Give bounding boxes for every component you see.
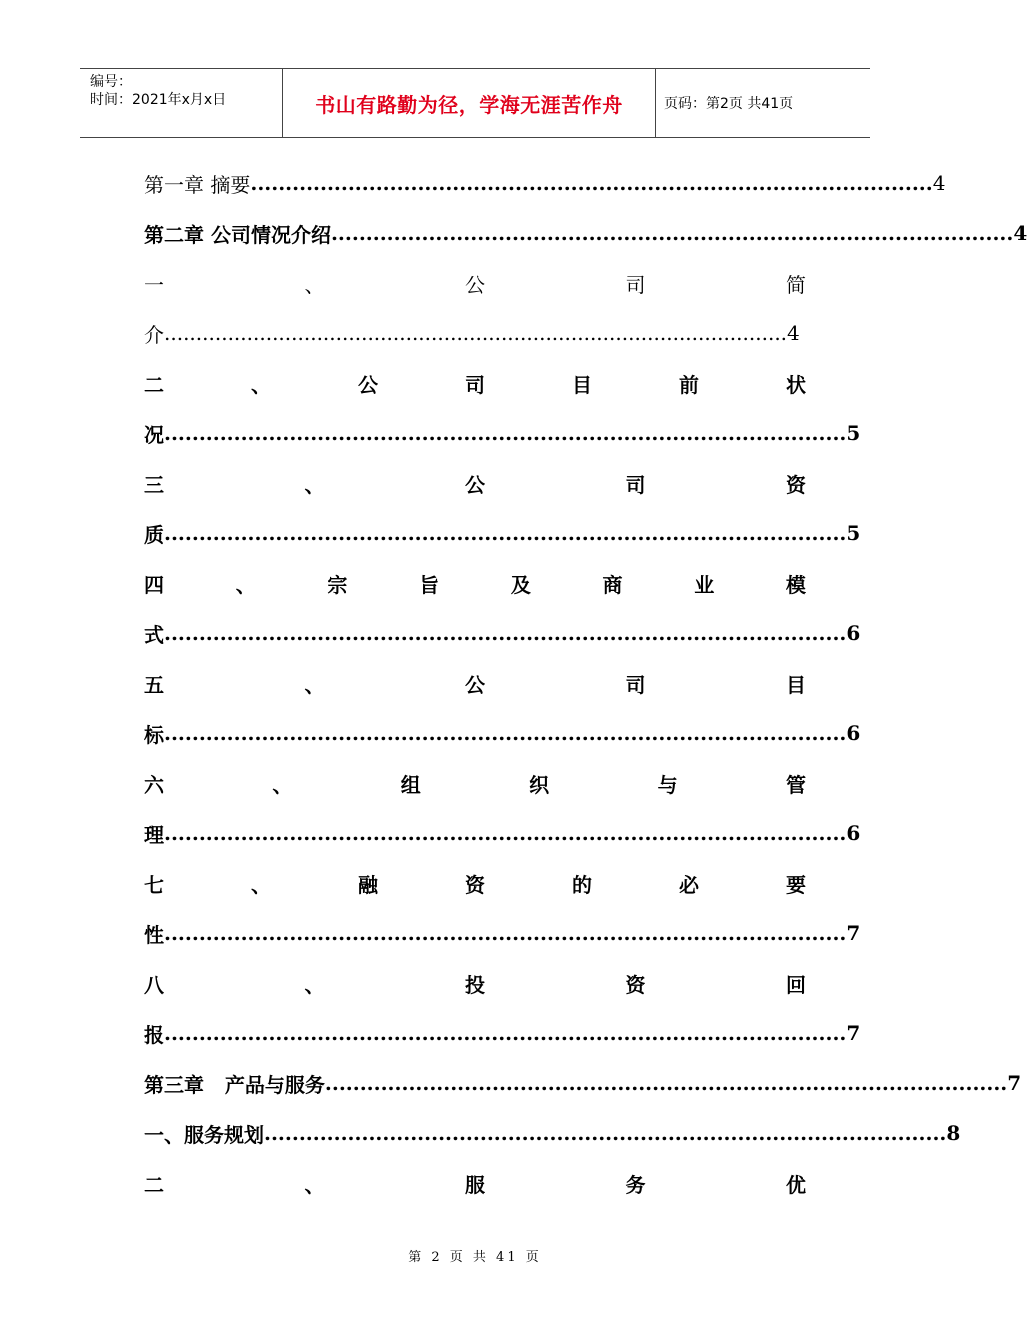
toc-leader-dots: .................................................................................................. bbox=[164, 521, 847, 545]
toc-leader-dots: .................................................................................................. bbox=[324, 1071, 1008, 1095]
toc-char: 公 bbox=[465, 272, 485, 297]
toc-char: 优 bbox=[786, 1172, 806, 1197]
toc-char: 组 bbox=[400, 772, 421, 797]
toc-char: 及 bbox=[510, 572, 531, 597]
toc-entry-title: 第一章 摘要 bbox=[144, 172, 251, 197]
toc-char: 必 bbox=[679, 872, 699, 897]
toc-entry-s5-line2[interactable] bbox=[144, 708, 861, 758]
page-footer: 第 2 页 共 41 页 bbox=[408, 1250, 542, 1265]
toc-char: 八 bbox=[144, 972, 164, 997]
toc-char: 二 bbox=[144, 1172, 164, 1197]
toc-char: 五 bbox=[144, 672, 164, 697]
toc-leader-dots: .................................................................................................. bbox=[164, 821, 847, 845]
toc-char: 投 bbox=[465, 972, 485, 997]
toc-char: 务 bbox=[625, 1172, 646, 1197]
toc-char: 资 bbox=[465, 872, 485, 897]
toc-char: 融 bbox=[358, 872, 378, 897]
toc-entry-c3s2-line1[interactable] bbox=[144, 1158, 806, 1208]
toc-entry-s6-line2[interactable] bbox=[144, 808, 861, 858]
toc-entry-c3s1[interactable] bbox=[144, 1108, 961, 1158]
toc-entry-s8-line2[interactable] bbox=[144, 1008, 861, 1058]
toc-entry-s3-line2[interactable] bbox=[144, 508, 861, 558]
toc-entry-page: 7 bbox=[1007, 1071, 1022, 1095]
toc-entry-s6-line1[interactable] bbox=[144, 758, 806, 808]
toc-entry-s4-line2[interactable] bbox=[144, 608, 861, 658]
toc-entry-s1-line1[interactable] bbox=[144, 258, 806, 308]
toc-char: 公 bbox=[358, 372, 378, 397]
toc-char: 公 bbox=[465, 672, 485, 697]
toc-char: 司 bbox=[625, 672, 646, 697]
toc-entry-title: 第三章 产品与服务 bbox=[144, 1072, 325, 1097]
toc-char: 商 bbox=[602, 572, 623, 597]
toc-char: 、 bbox=[272, 772, 293, 797]
toc-char: 回 bbox=[786, 972, 806, 997]
toc-char: 、 bbox=[304, 672, 325, 697]
toc-entry-s3-line1[interactable] bbox=[144, 458, 806, 508]
toc-char: 状 bbox=[786, 372, 806, 397]
toc-entry-s2-line2[interactable] bbox=[144, 408, 861, 458]
header-motto: 书山有路勤为径，学海无涯苦作舟 bbox=[282, 69, 656, 137]
toc-char: 织 bbox=[529, 772, 550, 797]
toc-char: 与 bbox=[657, 772, 678, 797]
toc-char: 的 bbox=[572, 872, 592, 897]
toc-entry-page: 4 bbox=[932, 171, 946, 195]
toc-leader-dots: .................................................................................................. bbox=[164, 921, 847, 945]
toc-entry-page: 5 bbox=[846, 521, 861, 545]
toc-char: 三 bbox=[144, 472, 164, 497]
toc-char: 要 bbox=[786, 872, 806, 897]
toc-char: 七 bbox=[144, 872, 164, 897]
toc-entry-page: 6 bbox=[846, 821, 861, 845]
page-header bbox=[80, 68, 870, 138]
toc-char: 、 bbox=[235, 572, 256, 597]
toc-entry-s2-line1[interactable] bbox=[144, 358, 806, 408]
toc-leader-dots: .................................................................................................. bbox=[164, 421, 847, 445]
toc-leader-dots: .................................................................................................. bbox=[164, 621, 847, 645]
toc-leader-dots: .................................................................................................. bbox=[264, 1121, 947, 1145]
toc-char: 目 bbox=[572, 372, 592, 397]
table-of-contents bbox=[144, 158, 1027, 1208]
toc-char: 业 bbox=[694, 572, 715, 597]
toc-char: 司 bbox=[625, 272, 646, 297]
toc-leader-dots: .................................................................................................. bbox=[164, 721, 847, 745]
header-page-info: 页码：第2页 共41页 bbox=[664, 96, 794, 112]
toc-entry-s7-line2[interactable] bbox=[144, 908, 861, 958]
toc-leader-dots: .................................................................................................. bbox=[250, 171, 933, 195]
toc-leader-dots: .................................................................................................. bbox=[330, 221, 1014, 245]
toc-entry-ch3[interactable] bbox=[144, 1058, 1022, 1108]
toc-char: 、 bbox=[304, 972, 325, 997]
toc-char: 、 bbox=[251, 372, 271, 397]
toc-char: 一 bbox=[144, 272, 164, 297]
toc-entry-page: 7 bbox=[846, 1021, 861, 1045]
toc-char: 、 bbox=[304, 272, 325, 297]
toc-char: 二 bbox=[144, 372, 164, 397]
toc-char: 前 bbox=[679, 372, 699, 397]
document-date: 时间：2021年x月x日 bbox=[90, 92, 227, 108]
toc-char: 公 bbox=[465, 472, 485, 497]
header-meta bbox=[80, 69, 282, 137]
toc-entry-page: 6 bbox=[846, 721, 861, 745]
toc-entry-ch2[interactable] bbox=[144, 208, 1027, 258]
toc-char: 司 bbox=[465, 372, 485, 397]
toc-leader-dots: .................................................................................................. bbox=[164, 321, 788, 345]
toc-char: 、 bbox=[251, 872, 271, 897]
toc-char: 目 bbox=[786, 672, 806, 697]
toc-char: 旨 bbox=[419, 572, 440, 597]
toc-entry-page: 4 bbox=[1013, 221, 1027, 245]
toc-char: 、 bbox=[304, 472, 325, 497]
toc-char: 模 bbox=[785, 572, 806, 597]
toc-leader-dots: .................................................................................................. bbox=[164, 1021, 847, 1045]
toc-entry-tail: 标 bbox=[144, 722, 164, 747]
toc-char: 简 bbox=[786, 272, 806, 297]
toc-entry-title: 一、服务规划 bbox=[144, 1122, 264, 1147]
toc-entry-s5-line1[interactable] bbox=[144, 658, 806, 708]
toc-entry-tail: 理 bbox=[144, 822, 164, 847]
toc-entry-page: 4 bbox=[787, 321, 800, 345]
toc-entry-s4-line1[interactable] bbox=[144, 558, 806, 608]
toc-entry-tail: 式 bbox=[144, 622, 164, 647]
toc-entry-s8-line1[interactable] bbox=[144, 958, 806, 1008]
toc-char: 资 bbox=[786, 472, 806, 497]
toc-entry-tail: 性 bbox=[144, 922, 164, 947]
document-number-label: 编号： bbox=[90, 74, 132, 90]
toc-entry-s1-line2[interactable] bbox=[144, 308, 800, 358]
toc-entry-s7-line1[interactable] bbox=[144, 858, 806, 908]
toc-entry-tail: 报 bbox=[144, 1022, 164, 1047]
toc-char: 宗 bbox=[327, 572, 348, 597]
toc-entry-tail: 质 bbox=[144, 522, 164, 547]
toc-entry-title: 第二章 公司情况介绍 bbox=[144, 222, 331, 247]
toc-entry-page: 7 bbox=[846, 921, 861, 945]
toc-entry-page: 5 bbox=[846, 421, 861, 445]
toc-char: 管 bbox=[785, 772, 806, 797]
toc-entry-ch1[interactable] bbox=[144, 158, 946, 208]
toc-char: 服 bbox=[465, 1172, 485, 1197]
toc-entry-tail: 况 bbox=[144, 422, 164, 447]
toc-char: 四 bbox=[144, 572, 164, 597]
toc-char: 司 bbox=[625, 472, 646, 497]
toc-char: 、 bbox=[304, 1172, 325, 1197]
toc-entry-page: 6 bbox=[846, 621, 861, 645]
toc-char: 六 bbox=[144, 772, 164, 797]
toc-entry-page: 8 bbox=[946, 1121, 961, 1145]
toc-entry-tail: 介 bbox=[144, 322, 164, 347]
toc-char: 资 bbox=[625, 972, 646, 997]
